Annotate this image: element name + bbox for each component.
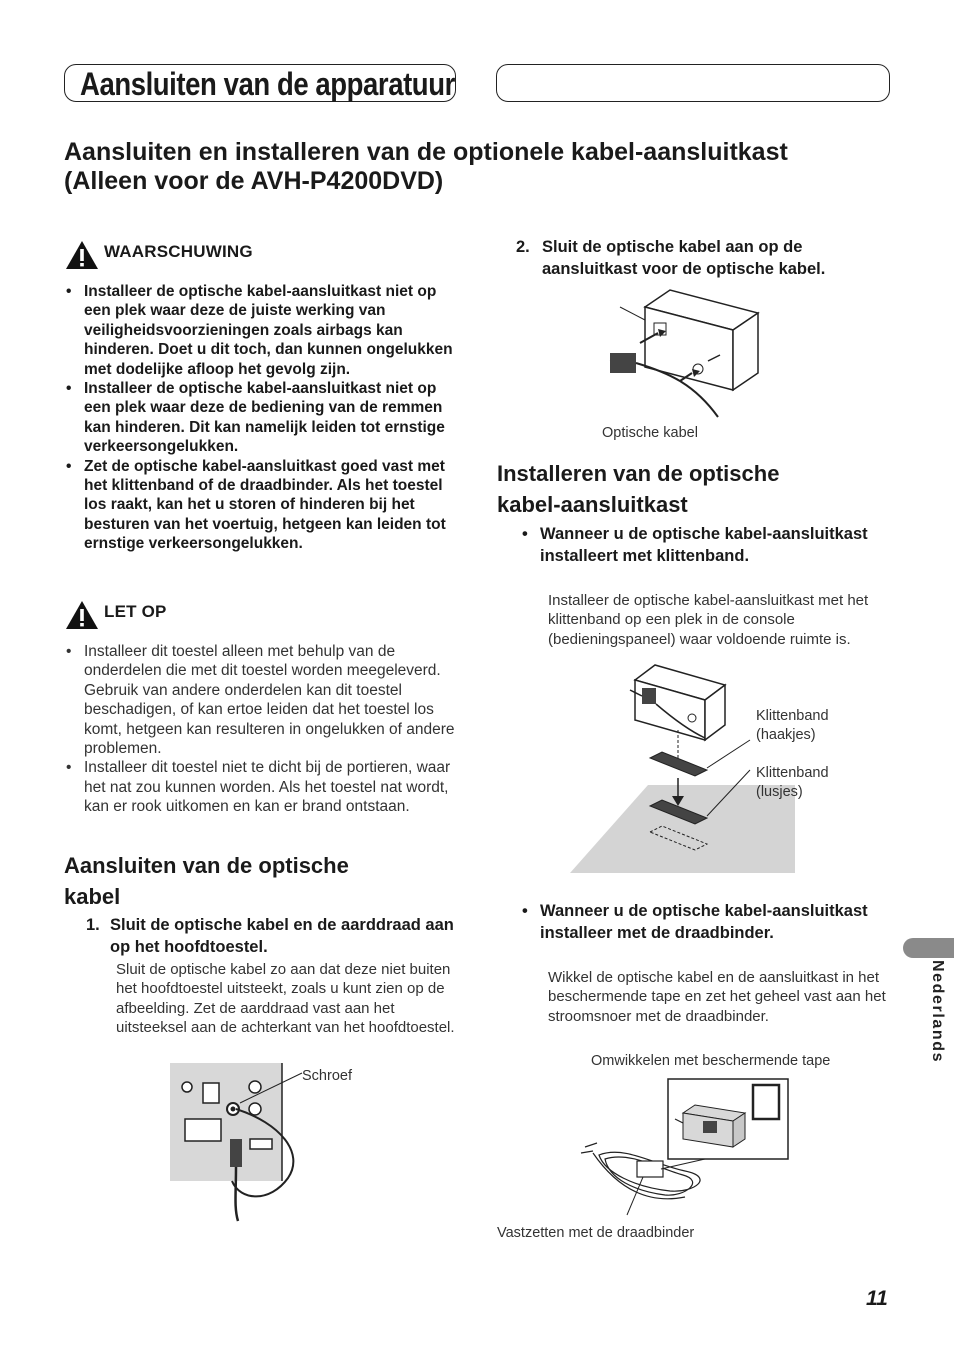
section-title-line2: (Alleen voor de AVH-P4200DVD) bbox=[64, 167, 444, 195]
cable-caption: Optische kabel bbox=[602, 425, 698, 441]
install-bullet-2-title: • Wanneer u de optische kabel-aansluitkast installeer met de draadbinder. bbox=[520, 900, 890, 944]
caution-item: • Installeer dit toestel niet te dicht bij de portieren, waar het nat zou kunnen worden. Als het toestel nat wordt, kan er rook uitkomen en kan er brand ontstaan. bbox=[64, 758, 460, 816]
hooks-caption-line1: Klittenband bbox=[756, 708, 829, 724]
install-heading bbox=[497, 458, 897, 520]
rear-panel-figure bbox=[170, 1063, 370, 1223]
warning-icon bbox=[65, 240, 99, 270]
language-label: Nederlands bbox=[929, 960, 946, 1064]
caution-item: • Installeer dit toestel alleen met behulp van de onderdelen die met dit toestel worden meegeleverd. Gebruik van andere onderdelen kan dit toestel beschadigen, of kan ertoe leiden dat het toestel los komt, hetgeen kan resulteren in ongelukken of andere problemen. bbox=[64, 642, 460, 758]
caution-list bbox=[64, 642, 460, 817]
step-2-title: Sluit de optische kabel aan op de aansluitkast voor de optische kabel. bbox=[542, 238, 826, 278]
warning-item: • Installeer de optische kabel-aansluitkast niet op een plek waar deze de juiste werking van veiligheidsvoorzieningen zoals airbags kan hinderen. Doet u dit toch, dan kunnen ongelukken met dodelijke afloop het gevolg zijn. bbox=[64, 282, 460, 379]
wrap-caption: Omwikkelen met beschermende tape bbox=[591, 1053, 831, 1069]
warning-item: • Zet de optische kabel-aansluitkast goed vast met het klittenband of de draadbinder. Als het toestel los raakt, kan het u storen of hinderen bij het besturen van het voertuig, hetgeen kan leiden tot ernstige verkeersongelukken. bbox=[64, 457, 460, 554]
screw-caption: Schroef bbox=[302, 1068, 352, 1084]
install-bullet-2-text: Wikkel de optische kabel en de aansluitkast in het beschermende tape en zet het geheel vast aan het stroomsnoer met de draadbinder. bbox=[548, 969, 886, 1025]
loops-caption bbox=[756, 764, 829, 802]
loops-caption-line1: Klittenband bbox=[756, 765, 829, 781]
install-bullet-2 bbox=[520, 900, 890, 944]
header-empty-frame bbox=[496, 64, 890, 102]
section-title bbox=[64, 138, 904, 196]
install-heading-line1: Installeren van de optische bbox=[497, 461, 780, 486]
cable-box-figure bbox=[600, 285, 770, 435]
warning-list bbox=[64, 282, 460, 554]
step-1-number: 1. bbox=[86, 916, 100, 934]
tie-caption: Vastzetten met de draadbinder bbox=[497, 1225, 695, 1241]
step-1-text: Sluit de optische kabel zo aan dat deze niet buiten het hoofdtoestel uitsteekt, zoals u kunt zien op de afbeelding. Zet de aarddraad vast aan het uitsteeksel aan de achterkant van het hoofdtoestel. bbox=[116, 961, 455, 1037]
warning-label: WAARSCHUWING bbox=[104, 242, 253, 261]
loops-caption-line2: (lusjes) bbox=[756, 784, 803, 800]
section-title-line1: Aansluiten en installeren van de optionele kabel-aansluitkast bbox=[64, 138, 788, 166]
warning-item: • Installeer de optische kabel-aansluitkast niet op een plek waar deze de bediening van de remmen kan hinderen. Dit kan namelijk leiden tot ernstige verkeersongelukken. bbox=[64, 379, 460, 457]
caution-label: LET OP bbox=[104, 602, 167, 621]
step-2-number: 2. bbox=[516, 238, 530, 256]
page-number: 11 bbox=[866, 1287, 888, 1310]
tape-tie-figure bbox=[575, 1075, 795, 1225]
hooks-caption-line2: (haakjes) bbox=[756, 727, 816, 743]
hooks-caption bbox=[756, 707, 829, 745]
install-heading-line2: kabel-aansluitkast bbox=[497, 492, 688, 517]
connect-heading-line1: Aansluiten van de optische bbox=[64, 853, 349, 878]
step-1-title: Sluit de optische kabel en de aarddraad aan op het hoofdtoestel. bbox=[110, 916, 454, 956]
chapter-title: Aansluiten van de apparatuur bbox=[80, 66, 455, 102]
install-bullet-1 bbox=[520, 523, 890, 567]
caution-icon bbox=[65, 600, 99, 630]
step-1 bbox=[86, 914, 458, 958]
connect-heading bbox=[64, 850, 464, 912]
connect-heading-line2: kabel bbox=[64, 884, 121, 909]
install-bullet-1-text: Installeer de optische kabel-aansluitkast met het klittenband op een plek in de console (bedieningspaneel) waar voldoende ruimte is. bbox=[548, 592, 869, 648]
install-bullet-1-title: • Wanneer u de optische kabel-aansluitkast installeert met klittenband. bbox=[520, 523, 890, 567]
language-tab-marker bbox=[903, 938, 954, 958]
step-2 bbox=[516, 236, 896, 280]
